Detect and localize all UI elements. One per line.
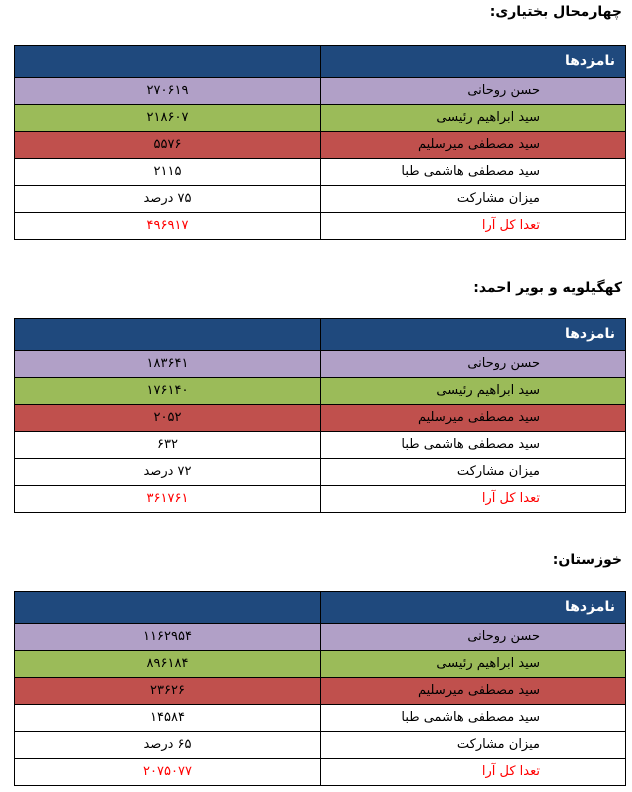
- header-candidates: نامزدها: [321, 46, 626, 78]
- total-votes-value: ۴۹۶۹۱۷: [15, 213, 321, 240]
- turnout-value: ۷۲ درصد: [15, 459, 321, 486]
- vote-count: ۵۵۷۶: [15, 132, 321, 159]
- candidate-name: سید ابراهیم رئیسی: [321, 378, 626, 405]
- table-row: [15, 459, 626, 486]
- header-candidates: نامزدها: [321, 319, 626, 351]
- candidate-name: سید مصطفی هاشمی طبا: [321, 432, 626, 459]
- vote-count: ۱۷۶۱۴۰: [15, 378, 321, 405]
- table-header-row: [15, 592, 626, 624]
- candidate-name: حسن روحانی: [321, 78, 626, 105]
- province-title-chaharmahal: چهارمحال بختیاری:: [489, 4, 622, 20]
- results-table-kohgiluyeh: [14, 318, 626, 513]
- results-table-khuzestan: [14, 591, 626, 786]
- candidate-name: سید ابراهیم رئیسی: [321, 105, 626, 132]
- province-title-khuzestan: خوزستان:: [552, 552, 622, 568]
- vote-count: ۸۹۶۱۸۴: [15, 651, 321, 678]
- candidate-name: سید مصطفی هاشمی طبا: [321, 705, 626, 732]
- total-votes-label: تعدا کل آرا: [321, 213, 626, 240]
- total-votes-value: ۳۶۱۷۶۱: [15, 486, 321, 513]
- header-votes: [15, 592, 321, 624]
- turnout-label: میزان مشارکت: [321, 459, 626, 486]
- turnout-value: ۶۵ درصد: [15, 732, 321, 759]
- vote-count: ۲۱۱۵: [15, 159, 321, 186]
- vote-count: ۲۳۶۲۶: [15, 678, 321, 705]
- total-votes-label: تعدا کل آرا: [321, 759, 626, 786]
- results-table-chaharmahal: [14, 45, 626, 240]
- province-title-kohgiluyeh: کهگیلویه و بویر احمد:: [473, 280, 622, 296]
- vote-count: ۶۳۲: [15, 432, 321, 459]
- candidate-name: سید ابراهیم رئیسی: [321, 651, 626, 678]
- vote-count: ۲۷۰۶۱۹: [15, 78, 321, 105]
- table-row: [15, 405, 626, 432]
- table-row: [15, 351, 626, 378]
- table-header-row: [15, 319, 626, 351]
- candidate-name: حسن روحانی: [321, 351, 626, 378]
- table-row: [15, 186, 626, 213]
- vote-count: ۱۸۳۶۴۱: [15, 351, 321, 378]
- candidate-name: سید مصطفی میرسلیم: [321, 678, 626, 705]
- table-row: [15, 159, 626, 186]
- table-row: [15, 378, 626, 405]
- total-votes-label: تعدا کل آرا: [321, 486, 626, 513]
- table-row: [15, 678, 626, 705]
- table-row: [15, 732, 626, 759]
- turnout-value: ۷۵ درصد: [15, 186, 321, 213]
- candidate-name: سید مصطفی میرسلیم: [321, 132, 626, 159]
- table-row: [15, 105, 626, 132]
- table-row: [15, 432, 626, 459]
- turnout-label: میزان مشارکت: [321, 186, 626, 213]
- table-row: [15, 78, 626, 105]
- candidate-name: سید مصطفی میرسلیم: [321, 405, 626, 432]
- table-row: [15, 486, 626, 513]
- header-candidates: نامزدها: [321, 592, 626, 624]
- header-votes: [15, 319, 321, 351]
- header-votes: [15, 46, 321, 78]
- turnout-label: میزان مشارکت: [321, 732, 626, 759]
- table-header-row: [15, 46, 626, 78]
- table-row: [15, 759, 626, 786]
- total-votes-value: ۲۰۷۵۰۷۷: [15, 759, 321, 786]
- vote-count: ۱۱۶۲۹۵۴: [15, 624, 321, 651]
- vote-count: ۱۴۵۸۴: [15, 705, 321, 732]
- table-row: [15, 213, 626, 240]
- table-row: [15, 624, 626, 651]
- table-row: [15, 651, 626, 678]
- table-row: [15, 132, 626, 159]
- candidate-name: حسن روحانی: [321, 624, 626, 651]
- candidate-name: سید مصطفی هاشمی طبا: [321, 159, 626, 186]
- vote-count: ۲۱۸۶۰۷: [15, 105, 321, 132]
- vote-count: ۲۰۵۲: [15, 405, 321, 432]
- table-row: [15, 705, 626, 732]
